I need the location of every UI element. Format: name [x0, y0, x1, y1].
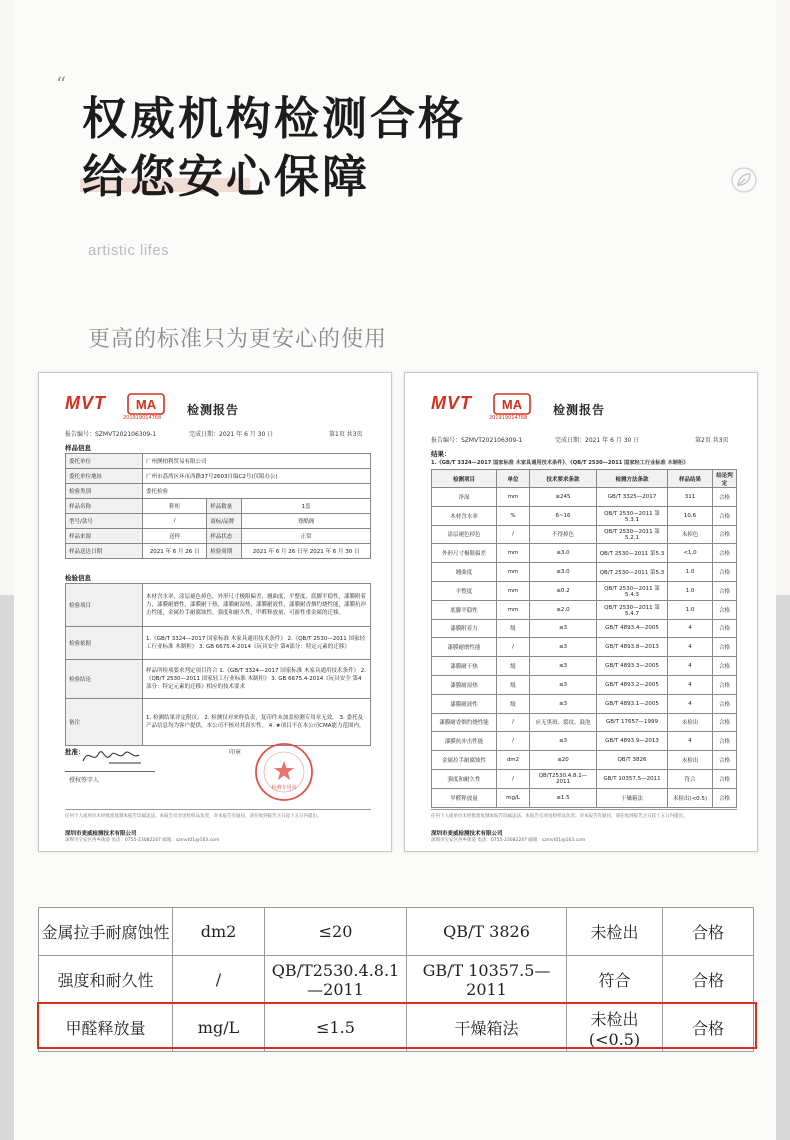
- table-row: [39, 956, 754, 1004]
- table-cell: ≤3.0: [530, 544, 597, 563]
- table-cell: 翘曲度: [432, 563, 497, 582]
- company-name: 深圳市麦威检测技术有限公司: [431, 831, 503, 837]
- table-row: [66, 699, 371, 746]
- table-cell: GB/T 10357.5—2011: [597, 769, 668, 788]
- table-cell: QB/T 2530—2011 第5.2.1: [597, 525, 668, 544]
- table-cell: 合格: [713, 657, 737, 676]
- table-cell: 符合: [668, 769, 713, 788]
- column-header: 技术要求条款: [530, 470, 597, 488]
- table-cell: 未检出: [668, 713, 713, 732]
- table-cell: 检验周期: [207, 544, 242, 559]
- table-cell: 不得掉色: [530, 525, 597, 544]
- standards-line: 1.《GB/T 3324—2017 国家标准 木家具通用技术条件》、《QB/T 2530—2011 国家轻工行业标准 木制柜》: [431, 460, 689, 466]
- table-cell: QB/T 2530—2011 第5.3: [597, 563, 668, 582]
- table-cell: 合格: [663, 1004, 754, 1052]
- table-row: [66, 469, 371, 484]
- signature-line: [65, 771, 155, 772]
- table-cell: 木材含水率: [432, 506, 497, 525]
- section-sample-info: 样品信息: [65, 444, 91, 452]
- table-cell: %: [497, 506, 530, 525]
- table-cell: 合格: [663, 956, 754, 1004]
- table-cell: 漆膜抗冲击性能: [432, 732, 497, 751]
- table-row: [66, 514, 371, 529]
- report-page-2: [404, 372, 758, 852]
- table-cell: 2021 年 6 月 26 日: [143, 544, 207, 559]
- signer-label: 授权签字人: [69, 777, 100, 784]
- report-page-1: [38, 372, 392, 852]
- table-cell: 外形尺寸极限偏差: [432, 544, 497, 563]
- table-cell: dm2: [497, 751, 530, 770]
- table-cell: ≤3: [530, 675, 597, 694]
- table-cell: /: [497, 732, 530, 751]
- table-cell: 漆膜耐干热: [432, 657, 497, 676]
- official-seal-stamp: [253, 741, 315, 803]
- table-cell: QB/T 3826: [597, 751, 668, 770]
- table-row: [66, 529, 371, 544]
- table-row: [66, 484, 371, 499]
- table-cell: ≤0.2: [530, 581, 597, 600]
- table-cell: ≤3: [530, 619, 597, 638]
- table-cell: 合格: [713, 694, 737, 713]
- table-cell: /: [497, 525, 530, 544]
- table-row: [432, 769, 737, 788]
- table-cell: ≤20: [530, 751, 597, 770]
- leaf-icon: [730, 166, 758, 194]
- table-cell: QB/T 3826: [407, 908, 567, 956]
- report-number: 报告编号：SZMVT202106309-1: [431, 437, 523, 444]
- table-cell: ≤3: [530, 657, 597, 676]
- table-cell: GB/T 4893.3—2005: [597, 657, 668, 676]
- table-cell: 合格: [713, 581, 737, 600]
- table-cell: 鞋柜: [143, 499, 207, 514]
- table-cell: 净深: [432, 488, 497, 507]
- table-row: [432, 788, 737, 807]
- table-cell: ≤1.5: [530, 788, 597, 807]
- table-cell: 10.6: [668, 506, 713, 525]
- table-cell: 符合: [567, 956, 663, 1004]
- table-cell: 尊酷阁: [242, 514, 371, 529]
- divider: [431, 809, 737, 810]
- table-cell: 合格: [713, 732, 737, 751]
- table-cell: 检验项目: [66, 584, 143, 627]
- test-info-table: [65, 583, 371, 746]
- column-header: 检测方法条款: [597, 470, 668, 488]
- table-cell: 检验类别: [66, 484, 143, 499]
- cma-logo: [127, 393, 165, 415]
- table-row: [432, 600, 737, 619]
- table-cell: GB/T 4893.4—2005: [597, 619, 668, 638]
- table-cell: 委托检验: [143, 484, 371, 499]
- table-cell: 金属拉手耐腐蚀性: [432, 751, 497, 770]
- table-cell: mm: [497, 581, 530, 600]
- table-cell: QB/T 2530—2011 第5.3.1: [597, 506, 668, 525]
- page-title-line2: 给您安心保障: [82, 150, 371, 203]
- table-cell: 合格: [713, 675, 737, 694]
- table-row: [39, 908, 754, 956]
- section-test-info: 检验信息: [65, 574, 91, 582]
- table-cell: /: [497, 769, 530, 788]
- table-cell: 干燥箱法: [597, 788, 668, 807]
- table-cell: 强度和耐久性: [39, 956, 173, 1004]
- table-row: [432, 563, 737, 582]
- table-cell: 备注: [66, 699, 143, 746]
- table-cell: mg/L: [497, 788, 530, 807]
- table-cell: ≤3: [530, 638, 597, 657]
- table-cell: 甲醛释放量: [432, 788, 497, 807]
- table-cell: /: [173, 956, 265, 1004]
- table-row: [432, 488, 737, 507]
- table-cell: QB/T2530.4.8.1—2011: [530, 769, 597, 788]
- table-cell: GB/T 4893.2—2005: [597, 675, 668, 694]
- table-cell: 广州市荔湾区环市西路37号2603自编C2号(仅限办公): [143, 469, 371, 484]
- table-cell: QB/T 2530—2011 第5.4.7: [597, 600, 668, 619]
- table-cell: 合格: [713, 506, 737, 525]
- table-cell: 样品数量: [207, 499, 242, 514]
- table-cell: 1套: [242, 499, 371, 514]
- table-row: [432, 581, 737, 600]
- table-cell: ≤3: [530, 694, 597, 713]
- table-cell: /: [497, 638, 530, 657]
- table-cell: 4: [668, 657, 713, 676]
- table-row: [432, 657, 737, 676]
- table-cell: ≤3.0: [530, 563, 597, 582]
- table-cell: 1.0: [668, 563, 713, 582]
- table-cell: 强度和耐久性: [432, 769, 497, 788]
- table-cell: 4: [668, 638, 713, 657]
- table-cell: 级: [497, 675, 530, 694]
- column-header: 样品结果: [668, 470, 713, 488]
- column-header: 结论判定: [713, 470, 737, 488]
- table-cell: mm: [497, 488, 530, 507]
- table-cell: 型号/款号: [66, 514, 143, 529]
- table-row: [432, 694, 737, 713]
- table-cell: 漆膜附着力: [432, 619, 497, 638]
- table-cell: 4: [668, 619, 713, 638]
- table-cell: /: [143, 514, 207, 529]
- results-table: [431, 469, 737, 808]
- table-cell: 合格: [713, 769, 737, 788]
- stamp-label: 印章: [229, 749, 242, 756]
- handwritten-signature: [79, 743, 149, 769]
- table-cell: 1.0: [668, 581, 713, 600]
- page-title-line1: 权威机构检测合格: [82, 92, 467, 145]
- completion-date: 完成日期：2021 年 6 月 30 日: [189, 431, 274, 438]
- table-cell: dm2: [173, 908, 265, 956]
- table-cell: 1.0: [668, 600, 713, 619]
- table-cell: 底脚平稳性: [432, 600, 497, 619]
- mvt-logo: MVT: [431, 393, 472, 413]
- table-cell: 1. 检测结果评定附页。 2. 检测仅对来样负责，复印件未加盖检测专用章无效。 3. 委托及产品信息均为客户提供，本公司不核对其真实性。 4. ★项目不在本公司CMA能力范围内。: [143, 699, 371, 746]
- table-cell: ≥245: [530, 488, 597, 507]
- table-cell: 干燥箱法: [407, 1004, 567, 1052]
- table-row: [66, 499, 371, 514]
- table-cell: 送样: [143, 529, 207, 544]
- table-row: [432, 506, 737, 525]
- table-cell: 样品送达日期: [66, 544, 143, 559]
- table-cell: 未检出(<0.5): [567, 1004, 663, 1052]
- table-cell: 甲醛释放量: [39, 1004, 173, 1052]
- table-cell: 漆膜耐磨性能: [432, 638, 497, 657]
- table-cell: 漆膜耐液性: [432, 694, 497, 713]
- table-cell: mm: [497, 563, 530, 582]
- result-label: 结果：: [431, 450, 451, 458]
- page-number: 第2页 共3页: [695, 437, 729, 444]
- table-row: [432, 732, 737, 751]
- seal-text: 检测专用章: [271, 785, 297, 791]
- approver-label: 批准：: [65, 748, 85, 756]
- table-cell: QB/T2530.4.8.1—2011: [265, 956, 407, 1004]
- subtitle: 更高的标准只为更安心的使用: [88, 327, 388, 352]
- table-cell: 应无黑斑、裂纹、鼓泡: [530, 713, 597, 732]
- table-cell: 样品名称: [66, 499, 143, 514]
- table-cell: 广州澳柏利贸易有限公司: [143, 454, 371, 469]
- column-header: 检测项目: [432, 470, 497, 488]
- table-cell: 金属拉手耐腐蚀性: [39, 908, 173, 956]
- table-cell: 商标/品牌: [207, 514, 242, 529]
- table-cell: 级: [497, 657, 530, 676]
- report-title: 检测报告: [553, 403, 606, 417]
- sample-info-table: [65, 453, 371, 559]
- table-cell: 4: [668, 675, 713, 694]
- table-cell: 级: [497, 694, 530, 713]
- footer-note: 任何个人或单位未经批准复制本报告均属违法，本报告仅对送检样品负责。对本报告有疑问，请在收到报告之日起十五日内提出。: [431, 814, 688, 819]
- table-cell: 检验结论: [66, 660, 143, 699]
- table-row: [432, 619, 737, 638]
- table-cell: QB/T 2530—2011 第5.4.3: [597, 581, 668, 600]
- completion-date: 完成日期：2021 年 6 月 30 日: [555, 437, 640, 444]
- mvt-logo: MVT: [65, 393, 106, 413]
- table-cell: 正常: [242, 529, 371, 544]
- table-cell: 1.《GB/T 3324—2017 国家标准 木家具通用技术条件》 2.《QB/T 2530—2011 国家轻工行业标准 木制柜》 3. GB 6675.4-2014《玩具安全 第4部分：特定元素的迁移》: [143, 627, 371, 660]
- table-cell: 4: [668, 694, 713, 713]
- table-cell: /: [497, 713, 530, 732]
- table-cell: 合格: [663, 908, 754, 956]
- table-row: [432, 544, 737, 563]
- cma-number: 201919014768: [123, 415, 162, 421]
- table-row: [66, 584, 371, 627]
- table-cell: mm: [497, 544, 530, 563]
- table-row: [432, 638, 737, 657]
- table-cell: 4: [668, 732, 713, 751]
- cma-number: 201919014768: [489, 415, 528, 421]
- table-cell: 检验依据: [66, 627, 143, 660]
- cma-text: MA: [501, 397, 523, 412]
- table-cell: 涂层褪色掉色: [432, 525, 497, 544]
- table-cell: 未检出: [567, 908, 663, 956]
- table-cell: 样品来源: [66, 529, 143, 544]
- table-cell: QB/T 2530—2011 第5.3: [597, 544, 668, 563]
- quote-mark: “: [56, 72, 67, 96]
- company-address: 深圳市宝安区西乡街道 电话：0755-23082247 邮箱：szmvt01@163.com: [65, 838, 220, 843]
- table-cell: 委托单位地址: [66, 469, 143, 484]
- table-cell: 合格: [713, 488, 737, 507]
- table-cell: 委托单位: [66, 454, 143, 469]
- table-row: [66, 454, 371, 469]
- table-cell: 未检出: [668, 751, 713, 770]
- table-row: [66, 627, 371, 660]
- table-row: [66, 660, 371, 699]
- table-cell: ≤2.0: [530, 600, 597, 619]
- divider: [65, 809, 371, 810]
- table-cell: <1.0: [668, 544, 713, 563]
- table-cell: ≤3: [530, 732, 597, 751]
- table-cell: mm: [497, 600, 530, 619]
- table-cell: 样品状态: [207, 529, 242, 544]
- table-cell: 2021 年 6 月 26 日至 2021 年 6 月 30 日: [242, 544, 371, 559]
- highlight-box-formaldehyde: [37, 1002, 757, 1049]
- table-cell: 未掉色: [668, 525, 713, 544]
- report-title: 检测报告: [187, 403, 240, 417]
- table-header-row: [432, 470, 737, 488]
- table-row: [66, 544, 371, 559]
- table-cell: ≤20: [265, 908, 407, 956]
- table-cell: 合格: [713, 525, 737, 544]
- table-cell: 样品所检项要求判定项目符合 1.《GB/T 3324—2017 国家标准 木家具通用技术条件》 2.《QB/T 2530—2011 国家轻工行业标准 木制柜》 3. GB 6675.4-2014《玩具安全 第4部分：特定元素的迁移》相应的技术要求: [143, 660, 371, 699]
- table-cell: GB/T 4893.8—2013: [597, 638, 668, 657]
- page-number: 第1页 共3页: [329, 431, 363, 438]
- cma-logo: [493, 393, 531, 415]
- table-row: [432, 675, 737, 694]
- table-cell: ≤1.5: [265, 1004, 407, 1052]
- table-cell: 311: [668, 488, 713, 507]
- table-cell: 木材含水率，涂层褪色掉色，外形尺寸极限偏差，翘曲度，平整度，底脚平稳性，漆膜附着力，漆膜耐磨性，漆膜耐干热，漆膜耐湿热，漆膜耐液性，漆膜耐香烟灼烧性能，漆膜抗冲击性能，金属拉手耐腐蚀性，强度和耐久性，甲醛释放量，可游性重金属的迁移。: [143, 584, 371, 627]
- table-cell: 漆膜耐湿热: [432, 675, 497, 694]
- table-cell: 合格: [713, 788, 737, 807]
- table-cell: GB/T 17657—1999: [597, 713, 668, 732]
- english-tagline: artistic lifes: [88, 242, 170, 259]
- table-cell: 合格: [713, 619, 737, 638]
- table-cell: GB/T 10357.5—2011: [407, 956, 567, 1004]
- table-cell: GB/T 4893.9—2013: [597, 732, 668, 751]
- table-cell: 漆膜耐香烟灼烧性能: [432, 713, 497, 732]
- table-cell: 合格: [713, 600, 737, 619]
- table-cell: 合格: [713, 751, 737, 770]
- table-row: [432, 713, 737, 732]
- table-cell: mg/L: [173, 1004, 265, 1052]
- table-cell: 合格: [713, 563, 737, 582]
- table-cell: GB/T 3325—2017: [597, 488, 668, 507]
- table-row: [432, 525, 737, 544]
- cma-text: MA: [135, 397, 157, 412]
- report-number: 报告编号：SZMVT202106309-1: [65, 431, 157, 438]
- table-cell: 合格: [713, 544, 737, 563]
- table-cell: GB/T 4893.1—2005: [597, 694, 668, 713]
- table-cell: 未检出(<0.5): [668, 788, 713, 807]
- company-name: 深圳市麦威检测技术有限公司: [65, 831, 137, 837]
- table-cell: 级: [497, 619, 530, 638]
- table-cell: 合格: [713, 638, 737, 657]
- column-header: 单位: [497, 470, 530, 488]
- table-cell: 6~16: [530, 506, 597, 525]
- footer-note: 任何个人或单位未经批准复制本报告均属违法，本报告仅对送检样品负责。对本报告有疑问，请在收到报告之日起十五日内提出。: [65, 814, 322, 819]
- table-cell: 合格: [713, 713, 737, 732]
- table-cell: 平整度: [432, 581, 497, 600]
- table-row: [432, 751, 737, 770]
- company-address: 深圳市宝安区西乡街道 电话：0755-23082247 邮箱：szmvt01@163.com: [431, 838, 586, 843]
